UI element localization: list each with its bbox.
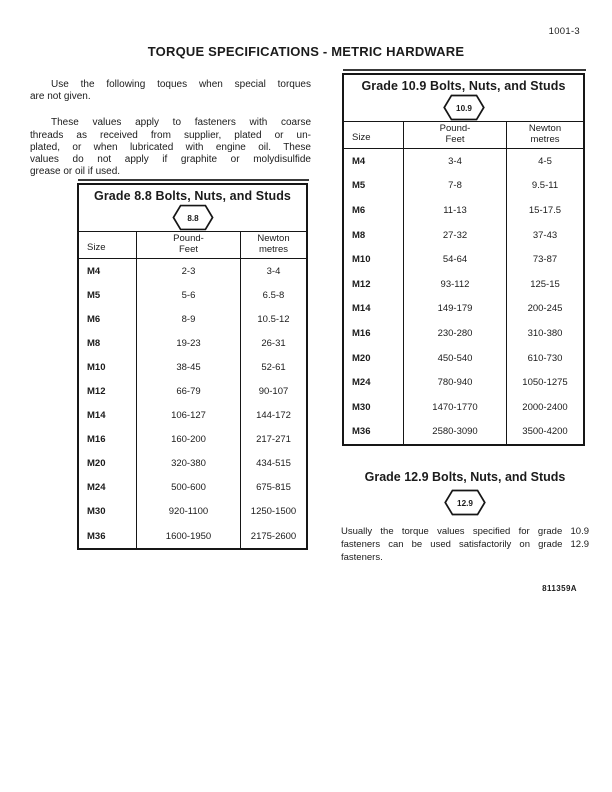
size-cell: M10 [79,355,137,379]
text-line: grease or oil if used. [30,166,121,178]
page-number: 1001-3 [548,26,580,37]
pound-feet-cell: 7-8 [404,174,507,199]
pound-feet-cell: 500-600 [137,476,241,500]
table-row [344,297,583,322]
table-row [344,272,583,297]
table-row [79,355,306,379]
grade-12-9-heading: Grade 12.9 Bolts, Nuts, and Studs [364,470,566,484]
table-row [344,198,583,223]
pound-feet-cell: 5-6 [137,283,241,307]
size-cell: M20 [344,346,404,371]
newton-metres-cell: 10.5-12 [257,313,290,325]
newton-metres-cell: 2000-2400 [522,401,568,413]
size-column-header: Size [79,232,137,258]
grade-8-8-hexagon-icon [172,204,214,231]
pound-feet-cell: 66-79 [137,379,241,403]
column-header-line: metres [530,134,560,145]
pound-feet-cell: 320-380 [137,452,241,476]
table-row [344,223,583,248]
column-header-line: metres [258,244,289,255]
svg-text:10.9: 10.9 [455,104,472,114]
newton-metres-cell: 4-5 [538,155,552,167]
newton-metres-column-header [507,122,583,148]
pound-feet-cell: 230-280 [404,321,507,346]
table-row [79,500,306,524]
newton-metres-cell: 73-87 [532,254,558,266]
size-cell: M16 [79,428,137,452]
grade-10-9-hexagon-icon [442,94,486,121]
column-header-line: Feet [178,244,198,255]
text-line: are not given. [30,91,91,103]
size-cell: M12 [79,379,137,403]
table-row [79,307,306,331]
column-header-row [344,122,583,149]
table-body [79,259,306,548]
size-cell: M14 [79,404,137,428]
table-row [79,379,306,403]
size-cell: M6 [79,307,137,331]
text-line: threads as received from supplier, plated or un- [30,129,311,141]
newton-metres-cell: 1050-1275 [522,377,568,389]
table-row [344,149,583,174]
column-header-line: Newton [257,233,290,245]
table-row [344,395,583,420]
pound-feet-cell: 1470-1770 [404,395,507,420]
pound-feet-cell: 11-13 [404,198,507,223]
size-cell: M30 [79,500,137,524]
pound-feet-cell: 3-4 [404,149,507,174]
pound-feet-cell: 160-200 [137,428,241,452]
intro-paragraph-1 [30,79,311,103]
table-row [79,283,306,307]
pound-feet-cell: 19-23 [137,331,241,355]
newton-metres-cell: 675-815 [256,482,291,494]
newton-metres-cell: 52-61 [261,361,286,373]
pound-feet-cell: 106-127 [137,404,241,428]
size-cell: M36 [79,524,137,548]
grade-12-9-section [341,470,589,564]
column-header-line: Feet [445,134,465,145]
table-row [79,476,306,500]
size-column-header: Size [344,122,404,148]
grade-8-8-table-header [79,185,306,232]
table-title: Grade 10.9 Bolts, Nuts, and Studs [361,79,566,93]
size-cell: M36 [344,420,404,445]
newton-metres-cell: 6.5-8 [262,289,285,301]
page-title: TORQUE SPECIFICATIONS - METRIC HARDWARE [147,44,465,59]
size-cell: M10 [344,247,404,272]
pound-feet-column-header [404,122,507,148]
pound-feet-cell: 780-940 [404,370,507,395]
table-row [344,247,583,272]
grade-10-9-table-header [344,75,583,122]
newton-metres-cell: 15-17.5 [528,204,562,216]
column-header-line: Newton [528,123,562,135]
intro-paragraph-2 [30,117,311,178]
table-row [344,370,583,395]
newton-metres-cell: 610-730 [527,352,563,364]
newton-metres-cell: 90-107 [258,386,289,398]
grade-12-9-note [341,525,589,564]
newton-metres-cell: 9.5-11 [531,180,559,192]
newton-metres-cell: 200-245 [527,303,563,315]
column-header-row [79,232,306,259]
intro-text [30,79,311,192]
newton-metres-cell: 144-172 [256,410,291,422]
pound-feet-cell: 38-45 [137,355,241,379]
newton-metres-cell: 1250-1500 [250,506,297,518]
newton-metres-cell: 26-31 [261,337,286,349]
text-line: fasteners can be used satisfactorily on grade 12.9 [341,539,589,550]
svg-text:8.8: 8.8 [186,214,199,224]
size-cell: M30 [344,395,404,420]
size-cell: M6 [344,198,404,223]
size-cell: M4 [79,259,137,283]
size-cell: M4 [344,149,404,174]
newton-metres-cell: 125-15 [530,278,560,290]
table-title: Grade 8.8 Bolts, Nuts, and Studs [94,189,291,203]
newton-metres-cell: 3500-4200 [522,426,568,438]
text-line: These values apply to fasteners with coarse [51,117,311,129]
pound-feet-cell: 450-540 [404,346,507,371]
size-cell: M24 [79,476,137,500]
newton-metres-cell: 434-515 [256,458,291,470]
form-code: 811359A [542,584,577,593]
table-row [79,524,306,548]
grade-8-8-table [77,183,308,550]
column-header-line: Pound- [439,123,471,135]
newton-metres-cell: 37-43 [532,229,558,241]
newton-metres-cell: 217-271 [256,434,291,446]
table-row [79,452,306,476]
size-cell: M14 [344,297,404,322]
pound-feet-cell: 2-3 [137,259,241,283]
size-cell: M12 [344,272,404,297]
pound-feet-cell: 8-9 [137,307,241,331]
size-cell: M8 [344,223,404,248]
table-row [344,420,583,445]
table-row [79,428,306,452]
pound-feet-cell: 2580-3090 [404,420,507,445]
size-cell: M20 [79,452,137,476]
pound-feet-cell: 27-32 [404,223,507,248]
newton-metres-cell: 2175-2600 [250,530,297,542]
size-cell: M8 [79,331,137,355]
table-row [79,259,306,283]
svg-text:12.9: 12.9 [457,499,473,509]
column-header-line: Pound- [173,233,204,245]
text-line: Use the following toques when special torques [51,79,311,90]
size-cell: M5 [344,174,404,199]
grade-10-9-table [342,73,585,446]
size-cell: M24 [344,370,404,395]
text-line: Usually the torque values specified for grade 10.9 [341,526,589,537]
newton-metres-column-header [241,232,306,258]
grade-12-9-hexagon-icon [443,489,487,516]
pound-feet-cell: 920-1100 [137,500,241,524]
size-cell: M16 [344,321,404,346]
table-row [344,346,583,371]
table-row [344,174,583,199]
pound-feet-column-header [137,232,241,258]
table-row [79,331,306,355]
pound-feet-cell: 1600-1950 [137,524,241,548]
text-line: values do not apply if graphite or molydisulfide [30,154,311,166]
table-row [79,404,306,428]
newton-metres-cell: 310-380 [527,327,563,339]
newton-metres-cell: 3-4 [266,265,281,277]
pound-feet-cell: 54-64 [404,247,507,272]
pound-feet-cell: 93-112 [404,272,507,297]
size-cell: M5 [79,283,137,307]
pound-feet-cell: 149-179 [404,297,507,322]
text-line: plated, or when lubricated with engine oil. These [30,141,311,153]
table-body [344,149,583,444]
table-row [344,321,583,346]
text-line: fasteners. [341,552,383,563]
